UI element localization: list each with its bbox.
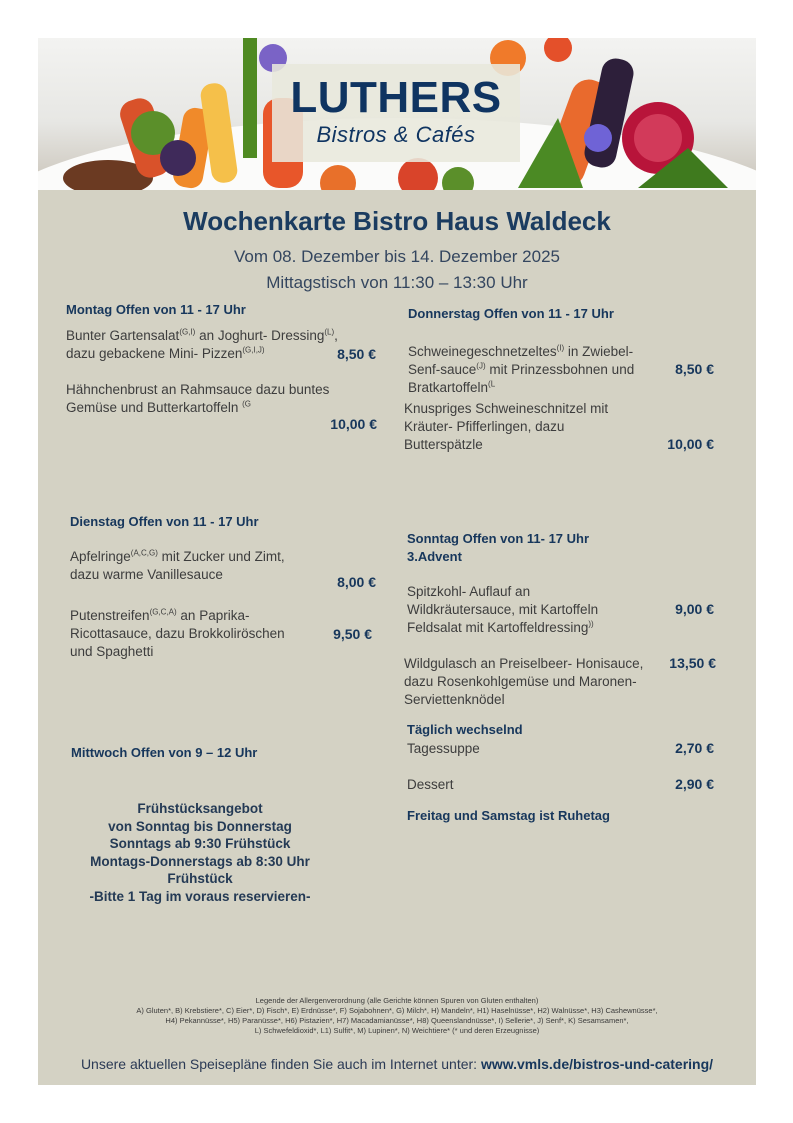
tuesday-dish-1-price: 8,00 € bbox=[337, 574, 376, 590]
monday-dish-2 bbox=[66, 381, 386, 417]
dish-text: Spitzkohl- Auflauf an bbox=[407, 584, 531, 599]
monday-header: Montag Offen von 11 - 17 Uhr bbox=[66, 302, 246, 317]
dish-text: Kräuter- Pfifferlingen, dazu bbox=[404, 419, 565, 434]
dish-text: mit Prinzessbohnen und bbox=[485, 362, 635, 377]
legend-line: H4) Pekannüsse*, H5) Paranüsse*, H6) Pistazien*, H7) Macadamianüsse*, H8) Queenslandnüsse*, I) Sellerie*, J) Senf*, K) Sesamsamen*, bbox=[165, 1016, 629, 1025]
dish-text: und Spaghetti bbox=[70, 644, 154, 659]
breakfast-offer bbox=[60, 800, 340, 905]
dish-text: Wildkräutersauce, mit Kartoffeln bbox=[407, 602, 599, 617]
dish-text: an Paprika- bbox=[176, 608, 250, 623]
thursday-dish-1-price: 8,50 € bbox=[675, 361, 714, 377]
allergen-legend bbox=[60, 996, 734, 1036]
allergen: (L) bbox=[324, 327, 335, 337]
breakfast-line: Montags-Donnerstags ab 8:30 Uhr bbox=[90, 853, 310, 869]
soup-price: 2,70 € bbox=[675, 740, 714, 756]
allergen: (I) bbox=[556, 343, 565, 353]
dish-text: dazu warme Vanillesauce bbox=[70, 567, 223, 582]
brand-name: LUTHERS bbox=[290, 73, 502, 122]
dish-text: Wildgulasch an Preiselbeer- Honisauce, bbox=[404, 656, 644, 671]
allergen: )) bbox=[588, 619, 594, 629]
dish-text: Serviettenknödel bbox=[404, 692, 505, 707]
allergen: (G,C,A) bbox=[149, 607, 177, 617]
dish-text: Hähnchenbrust an Rahmsauce dazu buntes bbox=[66, 382, 330, 397]
dish-text: Senf-sauce bbox=[408, 362, 477, 377]
legend-line: L) Schwefeldioxid*, L1) Sulfit*, M) Lupinen*, N) Weichtiere* (* und deren Erzeugnisse) bbox=[254, 1026, 540, 1035]
dish-text: Knuspriges Schweineschnitzel mit bbox=[404, 401, 609, 416]
tuesday-dish-2 bbox=[70, 607, 330, 661]
sunday-dish-2 bbox=[404, 655, 666, 709]
dish-text: Feldsalat mit Kartoffeldressing bbox=[407, 620, 589, 635]
dessert-label: Dessert bbox=[407, 777, 454, 792]
dish-text: dazu gebackene Mini- Pizzen bbox=[66, 346, 243, 361]
allergen: (L bbox=[488, 379, 496, 389]
dessert-price: 2,90 € bbox=[675, 776, 714, 792]
dish-text: Apfelringe bbox=[70, 549, 131, 564]
dish-text: mit Zucker und Zimt, bbox=[157, 549, 285, 564]
tuesday-header: Dienstag Offen von 11 - 17 Uhr bbox=[70, 514, 259, 529]
wednesday-header: Mittwoch Offen von 9 – 12 Uhr bbox=[71, 745, 258, 760]
date-range: Vom 08. Dezember bis 14. Dezember 2025 bbox=[233, 247, 560, 266]
dish-text: dazu Rosenkohlgemüse und Maronen- bbox=[404, 674, 637, 689]
page-title: Wochenkarte Bistro Haus Waldeck bbox=[183, 206, 611, 236]
brand-logo bbox=[272, 64, 520, 162]
allergen: (G bbox=[242, 399, 251, 409]
soup-label: Tagessuppe bbox=[407, 741, 480, 756]
dish-text: Gemüse und Butterkartoffeln bbox=[66, 400, 243, 415]
tuesday-dish-2-price: 9,50 € bbox=[333, 626, 372, 642]
sunday-dish-2-price: 13,50 € bbox=[669, 655, 716, 671]
allergen: (J) bbox=[476, 361, 486, 371]
closed-notice: Freitag und Samstag ist Ruhetag bbox=[407, 808, 610, 823]
dish-text: Bratkartoffeln bbox=[408, 380, 489, 395]
legend-line: Legende der Allergenverordnung (alle Gerichte können Spuren von Gluten enthalten) bbox=[255, 996, 539, 1005]
tuesday-dish-1 bbox=[70, 548, 330, 584]
allergen: (G,I) bbox=[179, 327, 196, 337]
dish-text: Putenstreifen bbox=[70, 608, 150, 623]
legend-line: A) Gluten*, B) Krebstiere*, C) Eier*, D) Fisch*, E) Erdnüsse*, F) Sojabohnen*, G) Milch*, H) Mandeln*, H1) Haselnüsse*, H2) Walnüsse*, H3) Cashewnüsse*, bbox=[136, 1006, 658, 1015]
footer-note bbox=[38, 1056, 756, 1072]
dish-text: in Zwiebel- bbox=[564, 344, 634, 359]
lunch-hours: Mittagstisch von 11:30 – 13:30 Uhr bbox=[266, 273, 528, 292]
dish-text: , bbox=[334, 328, 338, 343]
allergen: (A,C,G) bbox=[130, 548, 158, 558]
sunday-dish-1-price: 9,00 € bbox=[675, 601, 714, 617]
thursday-header: Donnerstag Offen von 11 - 17 Uhr bbox=[408, 306, 614, 321]
thursday-dish-1 bbox=[408, 343, 670, 397]
website-link[interactable]: www.vmls.de/bistros-und-catering/ bbox=[480, 1056, 714, 1072]
daily-header: Täglich wechselnd bbox=[407, 722, 523, 737]
thursday-dish-2-price: 10,00 € bbox=[667, 436, 714, 452]
sunday-advent: 3.Advent bbox=[407, 549, 462, 564]
dish-text: an Joghurt- Dressing bbox=[195, 328, 325, 343]
brand-subtitle: Bistros & Cafés bbox=[316, 122, 476, 147]
monday-dish-2-price: 10,00 € bbox=[330, 416, 377, 432]
breakfast-line: Frühstück bbox=[167, 871, 233, 886]
allergen: (G,I,J) bbox=[242, 345, 265, 355]
footer-text: Unsere aktuellen Speisepläne finden Sie auch im Internet unter: bbox=[80, 1056, 481, 1072]
breakfast-line: Frühstücksangebot bbox=[137, 801, 263, 816]
thursday-dish-2 bbox=[404, 400, 654, 454]
dish-text: Schweinegeschnetzeltes bbox=[408, 344, 557, 359]
breakfast-line: von Sonntag bis Donnerstag bbox=[108, 818, 292, 834]
dish-text: Bunter Gartensalat bbox=[66, 328, 180, 343]
sunday-dish-1 bbox=[407, 583, 667, 637]
monday-dish-1-price: 8,50 € bbox=[337, 346, 376, 362]
dish-text: Butterspätzle bbox=[404, 437, 483, 452]
dish-text: Ricottasauce, dazu Brokkoliröschen bbox=[70, 626, 285, 641]
sunday-header: Sonntag Offen von 11- 17 Uhr bbox=[407, 531, 590, 546]
breakfast-line: -Bitte 1 Tag im voraus reservieren- bbox=[89, 888, 311, 904]
breakfast-line: Sonntags ab 9:30 Frühstück bbox=[109, 836, 291, 851]
